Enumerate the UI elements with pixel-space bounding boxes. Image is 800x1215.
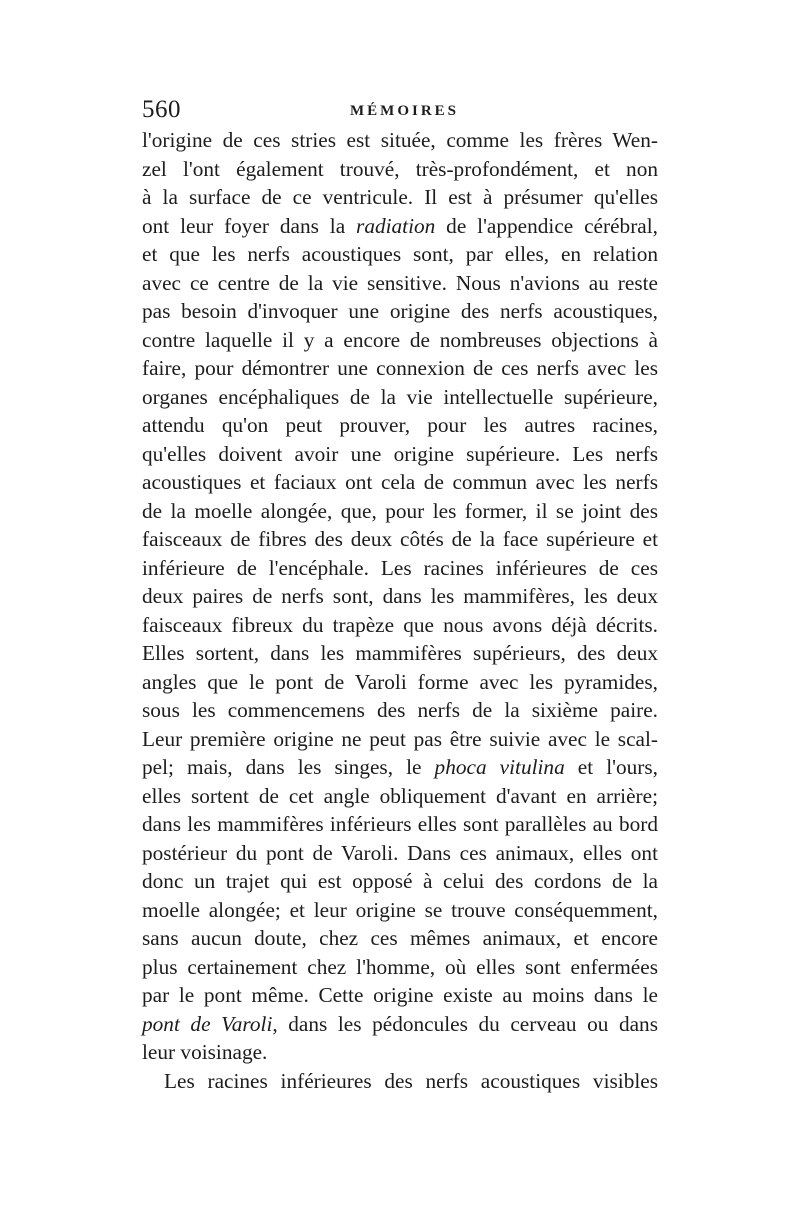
text-line [142,953,658,982]
paragraph [142,126,658,1067]
text-segment: contre laquelle il y a encore de nombreuses objections à [142,327,658,352]
text-segment: l'origine de ces stries est située, comme les frères Wen- [142,128,658,152]
text-segment: de la moelle alongée, que, pour les former, il se joint des [142,498,658,523]
text-segment: leur voisinage. [142,1040,268,1064]
text-line [142,383,658,412]
text-segment: donc un trajet qui est opposé à celui des cordons de la [142,869,658,893]
text-line [142,212,658,241]
text-line [142,354,658,383]
text-segment: Les racines inférieures des nerfs acoustiques visibles [164,1068,658,1093]
text-line [142,554,658,583]
text-segment: avec ce centre de la vie sensitive. Nous n'avions au reste [142,270,658,295]
text-segment: zel l'ont également trouvé, très-profondément, et non [142,156,658,181]
text-segment: acoustiques et faciaux ont cela de commun avec les nerfs [142,470,658,494]
text-segment: deux paires de nerfs sont, dans les mammifères, les deux [142,584,658,608]
text-line [142,867,658,896]
page-number: 560 [142,96,181,123]
text-segment: et que les nerfs acoustiques sont, par elles, en relation [142,242,658,266]
text-line [142,924,658,953]
text-line [142,810,658,839]
page-header [142,96,658,126]
text-line [142,1067,658,1096]
text-line [142,525,658,554]
text-segment: moelle alongée; et leur origine se trouve conséquemment, [142,897,658,922]
body-text [142,126,658,1095]
text-line [142,497,658,526]
text-line [142,1010,658,1039]
italic-term: radiation [356,213,436,238]
text-line [142,326,658,355]
text-line [142,782,658,811]
text-segment: et l'ours, [564,755,659,779]
text-segment: angles que le pont de Varoli forme avec les pyramides, [142,669,658,694]
text-segment: postérieur du pont de Varoli. Dans ces animaux, elles ont [142,840,658,865]
text-segment: , dans les pédoncules du cerveau ou dans [272,1011,658,1036]
text-line [142,668,658,697]
text-line [142,126,658,155]
text-segment: elles sortent de cet angle obliquement d'avant en arrière; [142,783,658,808]
text-line [142,981,658,1010]
text-segment: pas besoin d'invoquer une origine des nerfs acoustiques, [142,299,658,323]
italic-term: phoca vitulina [434,755,565,779]
text-line [142,725,658,754]
text-segment: attendu qu'on peut prouver, pour les autres racines, [142,413,658,437]
text-line [142,155,658,184]
text-segment: plus certainement chez l'homme, où elles sont enfermées [142,954,658,979]
text-segment: à la surface de ce ventricule. Il est à présumer qu'elles [142,185,658,209]
text-segment: inférieure de l'encéphale. Les racines inférieures de ces [142,555,658,580]
text-line [142,440,658,469]
text-segment: qu'elles doivent avoir une origine supérieure. Les nerfs [142,441,658,466]
text-segment: faisceaux fibreux du trapèze que nous avons déjà décrits. [142,612,658,637]
text-segment: Leur première origine ne peut pas être suivie avec le scal- [142,726,658,751]
text-line [142,611,658,640]
text-line [142,896,658,925]
text-line [142,839,658,868]
text-line [142,1038,658,1067]
text-segment: Elles sortent, dans les mammifères supérieurs, des deux [142,641,658,665]
text-line [142,468,658,497]
running-head: MÉMOIRES [350,103,460,119]
text-segment: sans aucun doute, chez ces mêmes animaux, et encore [142,926,658,950]
text-segment: organes encéphaliques de la vie intellectuelle supérieure, [142,384,658,409]
text-segment: ont leur foyer dans la [142,213,357,238]
text-segment: dans les mammifères inférieurs elles sont parallèles au bord [142,812,658,836]
text-segment: faisceaux de fibres des deux côtés de la face supérieure et [142,527,658,551]
italic-term: pont de Varoli [142,1011,273,1036]
text-segment: sous les commencemens des nerfs de la sixième paire. [142,698,658,722]
text-line [142,753,658,782]
text-segment: pel; mais, dans les singes, le [142,755,435,779]
text-line [142,696,658,725]
text-line [142,582,658,611]
text-line [142,297,658,326]
text-line [142,269,658,298]
text-line [142,411,658,440]
text-segment: par le pont même. Cette origine existe au moins dans le [142,983,658,1007]
paragraph [142,1067,658,1096]
text-segment: de l'appendice cérébral, [435,213,658,238]
text-line [142,183,658,212]
text-line [142,639,658,668]
text-segment: faire, pour démontrer une connexion de ces nerfs avec les [142,356,658,380]
text-line [142,240,658,269]
